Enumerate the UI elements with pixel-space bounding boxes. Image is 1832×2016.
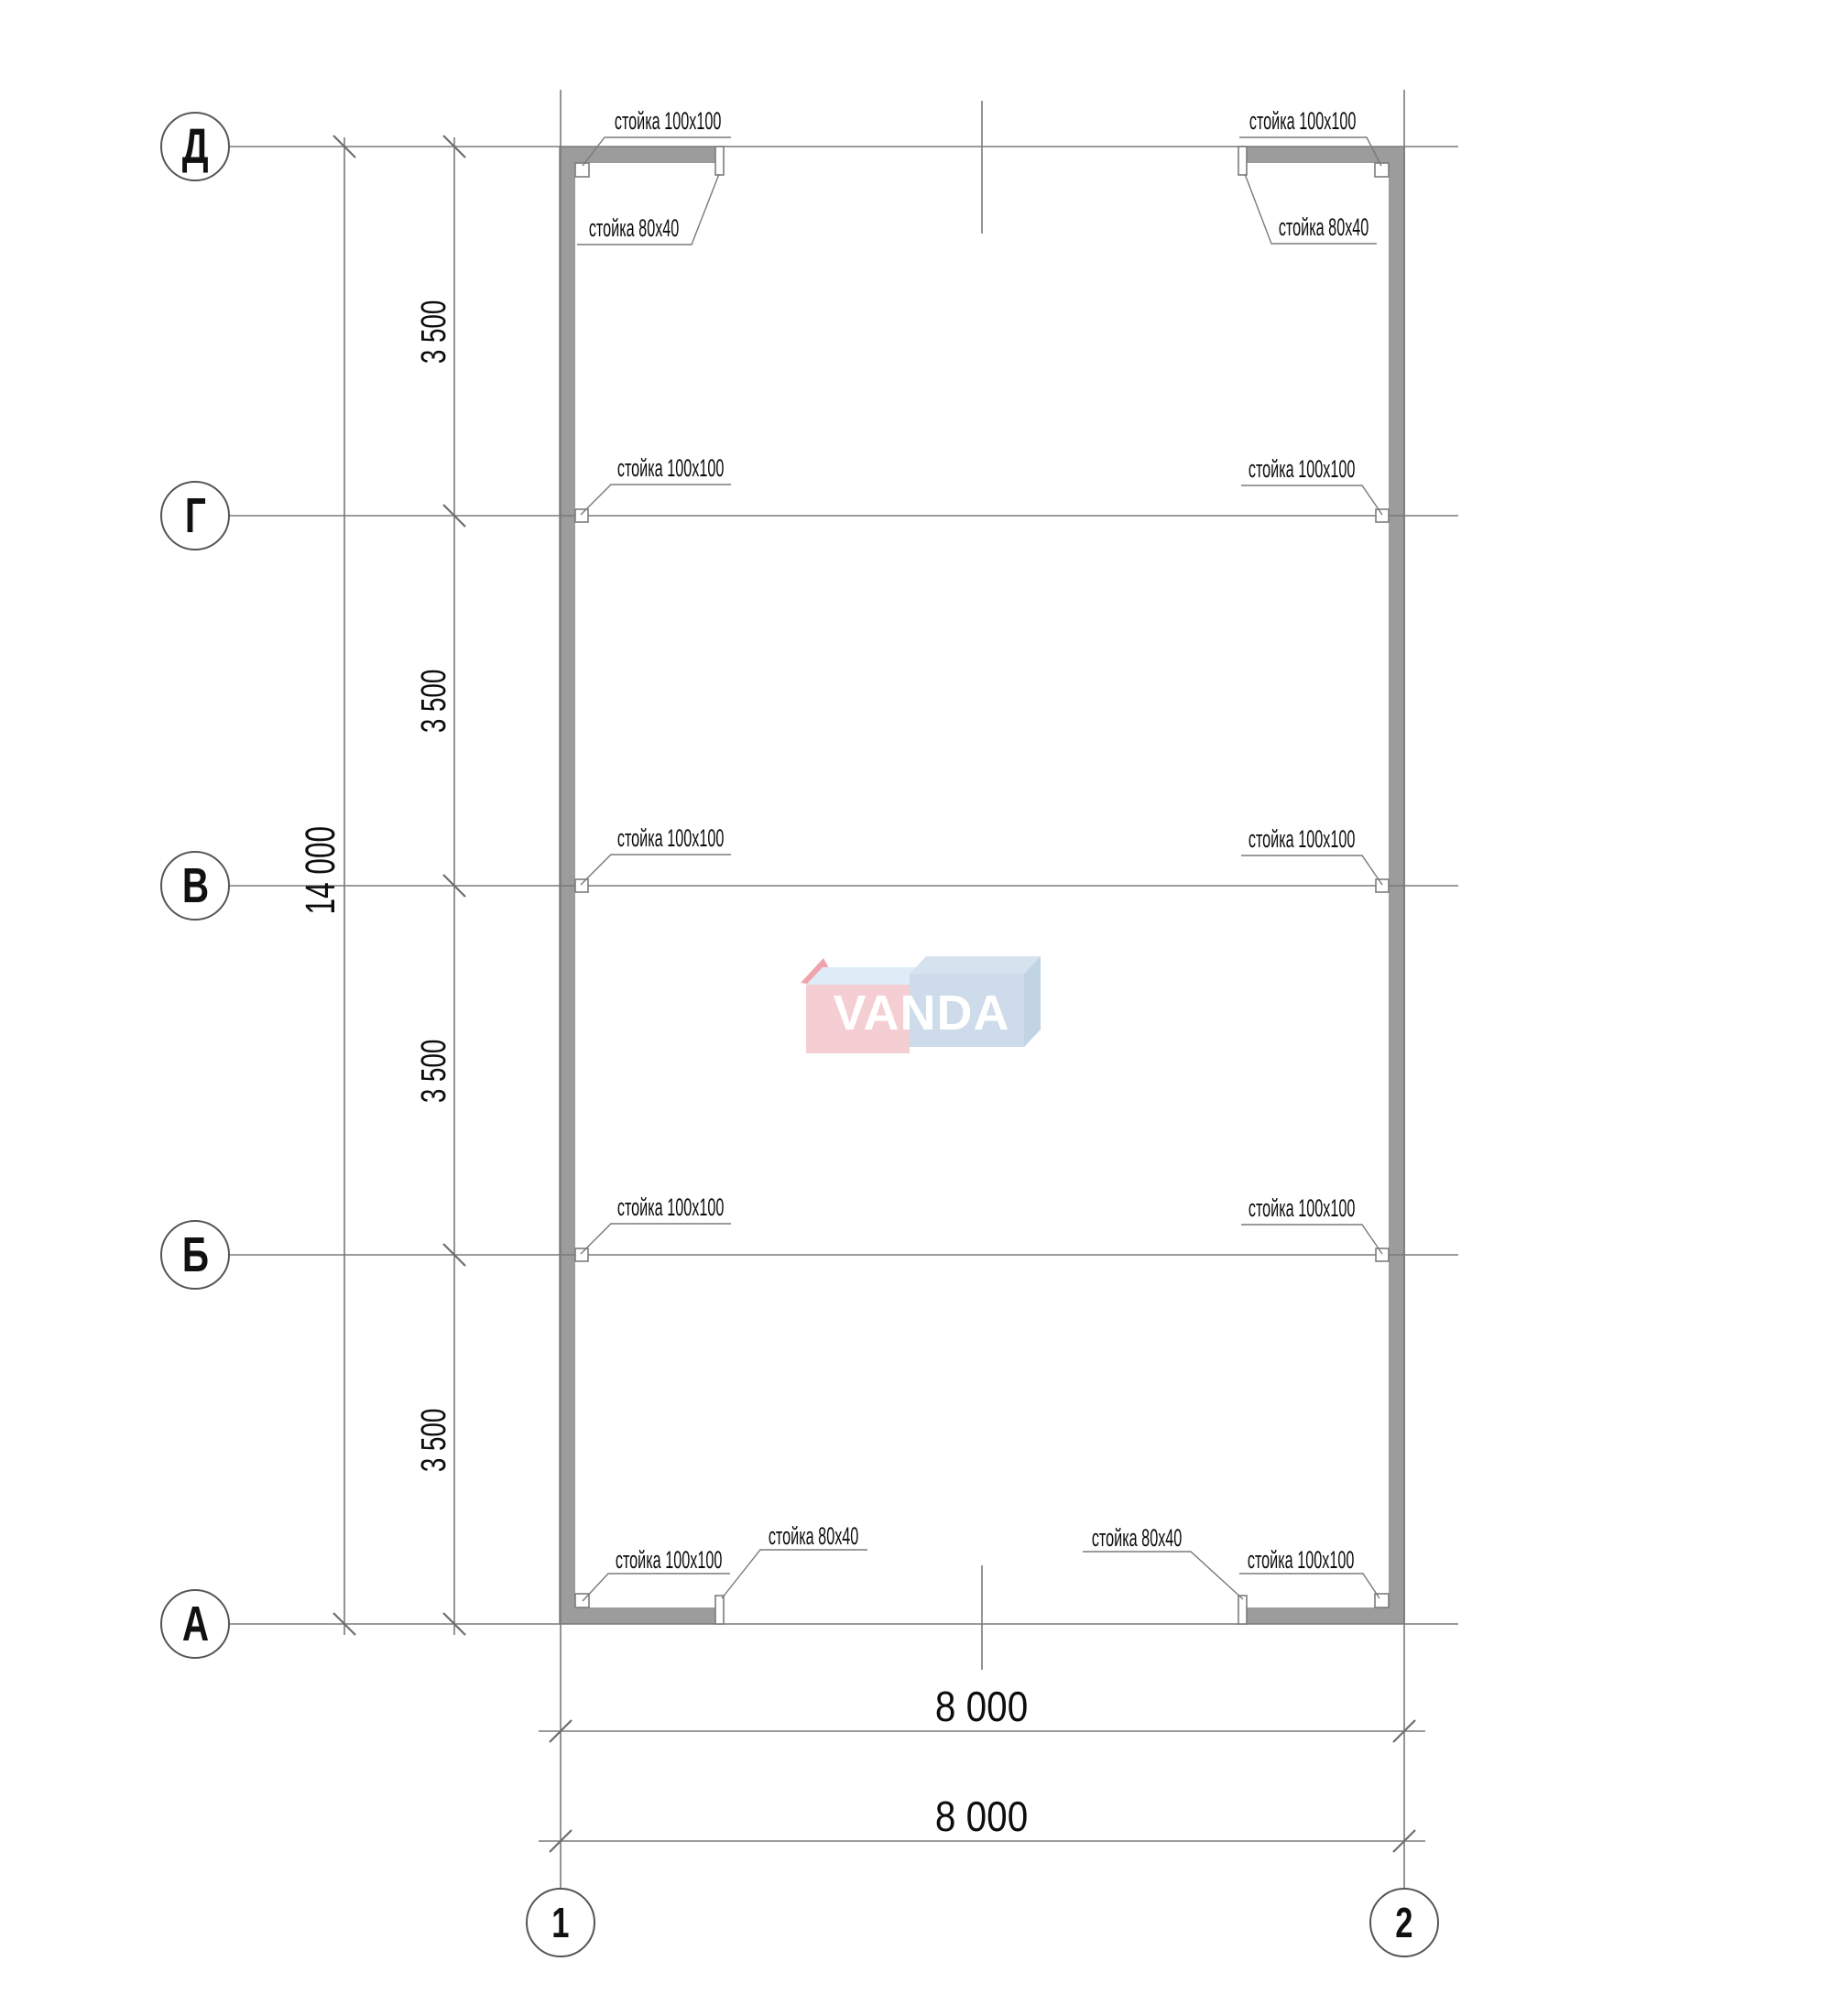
logo-pink-top: [806, 967, 926, 985]
leader-post100-bottom-left: [583, 1574, 730, 1601]
wall-top-right: [1247, 147, 1405, 163]
dim-bay-d-g: 3 500: [414, 300, 453, 364]
dim-width-lower: 8 000: [935, 1793, 1029, 1840]
axis-label-d: Д: [181, 119, 209, 174]
post-100-left-axis-v: [575, 879, 588, 892]
dim-width-upper: 8 000: [935, 1683, 1029, 1730]
leader-post100-left-g: [581, 485, 731, 515]
post-100-right-axis-v: [1376, 879, 1389, 892]
post-100-right-axis-b: [1376, 1248, 1389, 1261]
leader-lines: [577, 137, 1382, 1601]
wall-bottom-right: [1247, 1607, 1405, 1624]
axis-label-1: 1: [551, 1899, 570, 1946]
axis-label-2: 2: [1395, 1899, 1413, 1946]
label-post80-bottom-right: стойка 80x40: [1091, 1524, 1183, 1552]
post-100-right-axis-g: [1376, 509, 1389, 522]
leader-post100-right-g: [1241, 485, 1382, 515]
post-100-left-axis-b: [575, 1248, 588, 1261]
dim-bay-g-v: 3 500: [414, 669, 453, 733]
post-100-top-left-corner: [575, 163, 589, 177]
axis-label-b: Б: [181, 1227, 209, 1282]
leader-post100-right-v: [1241, 855, 1382, 885]
label-post100-left-g: стойка 100x100: [616, 454, 725, 482]
dim-bay-b-a: 3 500: [414, 1408, 453, 1472]
label-post80-bottom-left: стойка 80x40: [768, 1522, 859, 1550]
label-post80-top-right: стойка 80x40: [1278, 213, 1369, 241]
label-post100-bottom-left: стойка 100x100: [615, 1546, 723, 1574]
logo-blue-top: [910, 956, 1041, 974]
wall-top-left: [559, 147, 717, 163]
label-post100-left-v: стойка 100x100: [616, 824, 725, 852]
label-post80-top-left: стойка 80x40: [588, 214, 680, 242]
axis-label-v: В: [181, 858, 209, 913]
leader-post100-left-b: [581, 1224, 731, 1254]
wall-bottom-left: [559, 1607, 717, 1624]
dim-total-depth: 14 000: [297, 825, 344, 915]
post-80-top-right-jamb: [1238, 147, 1247, 175]
post-80-bottom-left-jamb: [715, 1596, 724, 1624]
vanda-logo-text: VANDA: [833, 986, 1010, 1041]
label-post100-right-v: стойка 100x100: [1248, 825, 1356, 853]
post-100-top-right-corner: [1375, 163, 1389, 177]
post-80-top-left-jamb: [715, 147, 724, 175]
leader-post100-bottom-right: [1239, 1574, 1379, 1598]
label-post100-left-b: стойка 100x100: [616, 1193, 725, 1221]
axis-label-g: Г: [184, 488, 206, 543]
label-post100-right-b: стойка 100x100: [1248, 1194, 1356, 1222]
leader-post100-right-b: [1241, 1225, 1382, 1254]
label-post100-top-right: стойка 100x100: [1249, 107, 1357, 135]
post-100-bottom-right-corner: [1375, 1594, 1389, 1607]
axis-label-a: А: [181, 1596, 209, 1651]
vanda-logo-watermark: [795, 940, 1048, 1064]
leader-post100-left-v: [581, 855, 731, 885]
label-post100-bottom-right: стойка 100x100: [1247, 1546, 1355, 1574]
post-100-left-axis-g: [575, 509, 588, 522]
dim-bay-v-b: 3 500: [414, 1039, 453, 1103]
post-80-bottom-right-jamb: [1238, 1596, 1247, 1624]
label-post100-right-g: стойка 100x100: [1248, 455, 1356, 483]
label-post100-top-left: стойка 100x100: [614, 107, 722, 135]
